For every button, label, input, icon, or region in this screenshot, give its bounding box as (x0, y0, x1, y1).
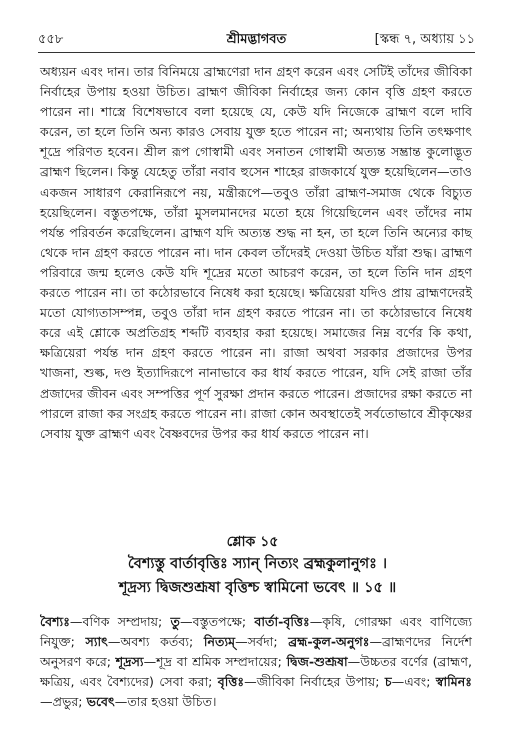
synonym-term: শূদ্রস্য (115, 654, 144, 669)
synonym-meaning: —তার হওয়া উচিত। (114, 694, 217, 709)
running-header (38, 30, 475, 50)
synonym-meaning: —ব্রাহ্মণদের নির্দেশ অনুসরণ করে; (40, 634, 472, 669)
synonym-term: চ (384, 674, 392, 689)
verse-text (40, 552, 475, 600)
synonym-meaning: —বস্তুতপক্ষে; (179, 614, 255, 629)
synonym-meaning: —প্রভুর; (40, 694, 87, 709)
header-rule (38, 52, 475, 53)
verse-line: শূদ্রস্য দ্বিজশুশ্রূষা বৃত্তিশ্চ স্বামিনো ভবেৎ ॥ ১৫ ॥ (118, 580, 397, 596)
synonym-meaning: —অবশ্য কর্তব্য; (107, 634, 204, 649)
synonyms-block (40, 612, 472, 712)
synonym-term: ভবেৎ (86, 694, 115, 709)
synonym-term: দ্বিজ-শুশ্রূষা (286, 654, 348, 669)
verse-label: শ্লোক ১৫ (226, 534, 279, 550)
synonym-meaning: —সর্বদা; (235, 634, 289, 649)
page-number: ৫৫৮ (38, 32, 64, 47)
synonym-term: বৃত্তিঃ (217, 674, 245, 689)
synonym-meaning: —এবং; (391, 674, 436, 689)
synonym-meaning: —শূদ্র বা শ্রমিক সম্প্রদায়ের; (143, 654, 287, 669)
purport-paragraph: অধ্যয়ন এবং দান। তার বিনিময়ে ব্রাহ্মণেরা দান গ্রহণ করেন এবং সেটিই তাঁদের জীবিকা নির্বাহের উপায় হওয়া উচিত। ব্রাহ্মণ জীবিকা নির্বাহের জন্য কোন বৃত্তি গ্রহণ করতে পারেন না। শাস্ত্রে বিশেষভাবে বলা হয়েছে যে, কেউ যদি নিজেকে ব্রাহ্মণ বলে দাবি করেন, তা হলে তিনি অন্য কারও সেবায় যুক্ত হতে পারেন না; অন্যথায় তিনি তৎক্ষণাৎ শূদ্রে পরিণত হবেন। শ্রীল রূপ গোস্বামী এবং সনাতন গোস্বামী অত্যন্ত সম্ভ্রান্ত কুলোদ্ভূত ব্রাহ্মণ ছিলেন। কিন্তু যেহেতু তাঁরা নবাব হুসেন শাহের রাজকার্যে যুক্ত হয়েছিলেন—তাও একজন সাধারণ কেরানিরূপে নয়, মন্ত্রীরূপে—তবুও তাঁরা ব্রাহ্মণ-সমাজ থেকে বিচ্যুত হয়েছিলেন। বস্তুতপক্ষে, তাঁরা মুসলমানদের মতো হয়ে গিয়েছিলেন এবং তাঁদের নাম পর্যন্ত পরিবর্তন করেছিলেন। ব্রাহ্মণ যদি অত্যন্ত শুদ্ধ না হন, তা হলে তিনি অন্যের কাছ থেকে দান গ্রহণ করতে পারেন না। দান কেবল তাঁদেরই দেওয়া উচিত যাঁরা শুদ্ধ। ব্রাহ্মণ পরিবারে জন্ম হলেও কেউ যদি শূদ্রের মতো আচরণ করেন, তা হলে তিনি দান গ্রহণ করতে পারেন না। তা কঠোরভাবে নিষেধ করা হয়েছে। ক্ষত্রিয়েরা যদিও প্রায় ব্রাহ্মণদেরই মতো যোগ্যতাসম্পন্ন, তবুও তাঁরা দান গ্রহণ করতে পারেন না। তা কঠোরভাবে নিষেধ করে এই শ্লোকে অপ্রতিগ্রহ শব্দটি ব্যবহার করা হয়েছে। সমাজের নিম্ন বর্ণের কি কথা, ক্ষত্রিয়েরা পর্যন্ত দান গ্রহণ করতে পারেন না। রাজা অথবা সরকার প্রজাদের উপর খাজনা, শুল্ক, দণ্ড ইত্যাদিরূপে নানাভাবে কর ধার্য করতে পারেন, যদি সেই রাজা তাঁর প্রজাদের জীবন এবং সম্পত্তির পূর্ণ সুরক্ষা প্রদান করতে পারেন। প্রজাদের রক্ষা করতে না পারলে রাজা কর সংগ্রহ করতে পারেন না। রাজা কোন অবস্থাতেই সর্বতোভাবে শ্রীকৃষ্ণের সেবায় যুক্ত ব্রাহ্মণ এবং বৈষ্ণবদের উপর কর ধার্য করতে পারেন না। (40, 64, 472, 441)
synonym-term: বার্তা-বৃত্তিঃ (254, 614, 310, 629)
section-reference: [স্কন্ধ ৭, অধ্যায় ১১ (374, 32, 475, 47)
synonym-meaning: —বণিক সম্প্রদায়; (69, 614, 171, 629)
synonym-meaning: —কৃষি, গোরক্ষা এবং বাণিজ্যে নিযুক্ত; (40, 614, 472, 649)
synonym-term: স্যাৎ (85, 634, 108, 649)
book-title: শ্রীমদ্ভাগবত (226, 32, 287, 47)
synonym-term: বৈশ্যঃ (40, 614, 70, 629)
synonym-term: তু (170, 614, 180, 629)
verse-line: বৈশ্যস্তু বার্তাবৃত্তিঃ স্যান্ নিত্যং ব্রহ্মকুলানুগঃ । (127, 556, 388, 572)
synonym-meaning: —জীবিকা নির্বাহের উপায়; (244, 674, 385, 689)
synonym-term: নিত্যম্ (203, 634, 236, 649)
synonym-meaning: —উচ্চতর বর্ণের (ব্রাহ্মণ, ক্ষত্রিয়, এবং বৈশ্যদের) সেবা করা; (40, 654, 472, 689)
purport-text (40, 62, 472, 444)
synonym-term: ব্রহ্ম-কুল-অনুগঃ (288, 634, 370, 649)
synonym-term: স্বামিনঃ (435, 674, 472, 689)
